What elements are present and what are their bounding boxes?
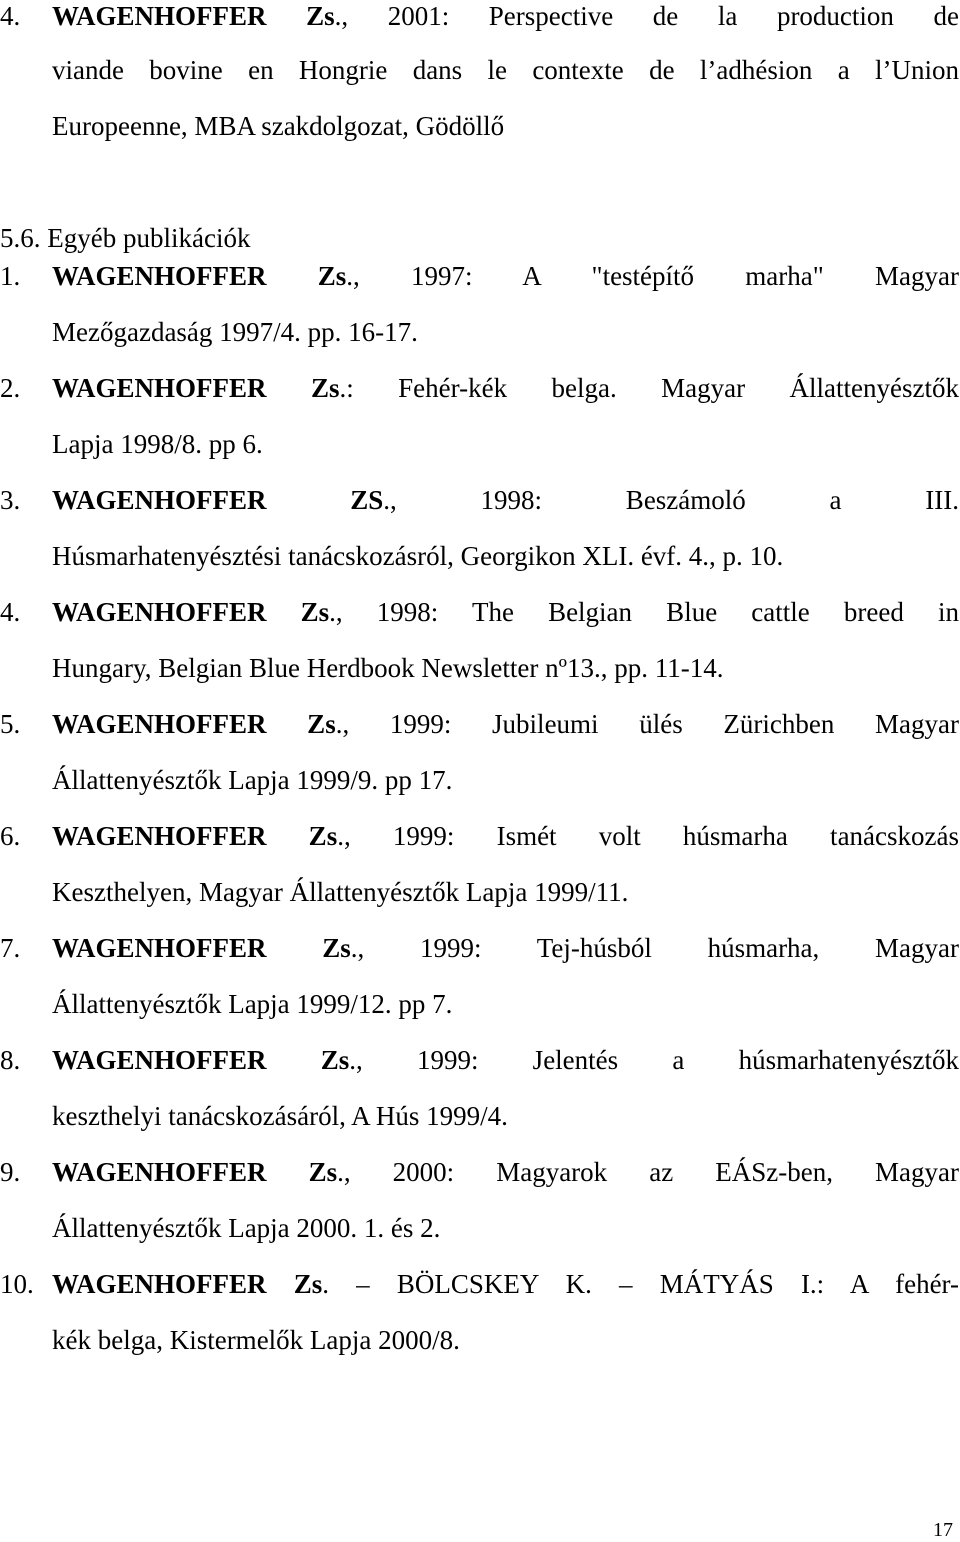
reference-author: WAGENHOFFER Zs xyxy=(52,933,351,963)
reference-author: WAGENHOFFER Zs xyxy=(52,821,338,851)
reference-line: kék belga, Kistermelők Lapja 2000/8. xyxy=(52,1325,460,1355)
reference-line: Állattenyésztők Lapja 1999/9. pp 17. xyxy=(52,765,453,795)
reference-author: WAGENHOFFER Zs xyxy=(52,1269,323,1299)
reference-line: Mezőgazdaság 1997/4. pp. 16-17. xyxy=(52,317,418,347)
reference-line: WAGENHOFFER Zs., 1997: A "testépítő marha" Magyar xyxy=(52,261,959,291)
section-heading: 5.6. Egyéb publikációk xyxy=(0,223,251,253)
page-number: 17 xyxy=(933,1519,953,1541)
reference-line: WAGENHOFFER Zs., 2001: Perspective de la production de xyxy=(52,1,959,31)
reference-line: WAGENHOFFER Zs., 2000: Magyarok az EÁSz-ben, Magyar xyxy=(52,1157,959,1187)
reference-line: Europeenne, MBA szakdolgozat, Gödöllő xyxy=(52,111,505,141)
reference-number: 7. xyxy=(0,933,21,963)
reference-line: viande bovine en Hongrie dans le contexte de l’adhésion a l’Union xyxy=(52,55,959,85)
reference-number: 4. xyxy=(0,1,21,31)
reference-author: WAGENHOFFER Zs xyxy=(52,597,330,627)
reference-line: WAGENHOFFER Zs., 1998: The Belgian Blue cattle breed in xyxy=(52,597,959,627)
reference-number: 9. xyxy=(0,1157,21,1187)
reference-number: 2. xyxy=(0,373,21,403)
reference-line: WAGENHOFFER Zs., 1999: Jubileumi ülés Zürichben Magyar xyxy=(52,709,959,739)
reference-author: WAGENHOFFER Zs xyxy=(52,1045,350,1075)
reference-number: 4. xyxy=(0,597,21,627)
reference-line: WAGENHOFFER Zs. – BÖLCSKEY K. – MÁTYÁS I.: A fehér- xyxy=(52,1269,960,1299)
reference-line: keszthelyi tanácskozásáról, A Hús 1999/4. xyxy=(52,1101,508,1131)
reference-author: WAGENHOFFER Zs xyxy=(52,373,340,403)
reference-author: WAGENHOFFER Zs xyxy=(52,1157,338,1187)
reference-number: 3. xyxy=(0,485,21,515)
reference-line: WAGENHOFFER Zs., 1999: Ismét volt húsmarha tanácskozás xyxy=(52,821,959,851)
reference-line: WAGENHOFFER Zs.: Fehér-kék belga. Magyar Állattenyésztők xyxy=(52,373,960,403)
reference-line: WAGENHOFFER ZS., 1998: Beszámoló a III. xyxy=(52,485,959,515)
reference-author: WAGENHOFFER Zs xyxy=(52,1,335,31)
reference-line: Keszthelyen, Magyar Állattenyésztők Lapja 1999/11. xyxy=(52,877,629,907)
reference-author: WAGENHOFFER Zs xyxy=(52,261,347,291)
reference-number: 10. xyxy=(0,1269,34,1299)
reference-line: Állattenyésztők Lapja 1999/12. pp 7. xyxy=(52,989,453,1019)
reference-author: WAGENHOFFER ZS xyxy=(52,485,384,515)
reference-number: 5. xyxy=(0,709,21,739)
reference-line: Lapja 1998/8. pp 6. xyxy=(52,429,263,459)
reference-line: WAGENHOFFER Zs., 1999: Jelentés a húsmarhatenyésztők xyxy=(52,1045,959,1075)
reference-line: Állattenyésztők Lapja 2000. 1. és 2. xyxy=(52,1213,441,1243)
reference-number: 8. xyxy=(0,1045,21,1075)
reference-line: Húsmarhatenyésztési tanácskozásról, Georgikon XLI. évf. 4., p. 10. xyxy=(52,541,784,571)
reference-author: WAGENHOFFER Zs xyxy=(52,709,336,739)
reference-number: 6. xyxy=(0,821,21,851)
reference-number: 1. xyxy=(0,261,21,291)
reference-line: Hungary, Belgian Blue Herdbook Newsletter nº13., pp. 11-14. xyxy=(52,653,724,683)
reference-line: WAGENHOFFER Zs., 1999: Tej-húsból húsmarha, Magyar xyxy=(52,933,959,963)
